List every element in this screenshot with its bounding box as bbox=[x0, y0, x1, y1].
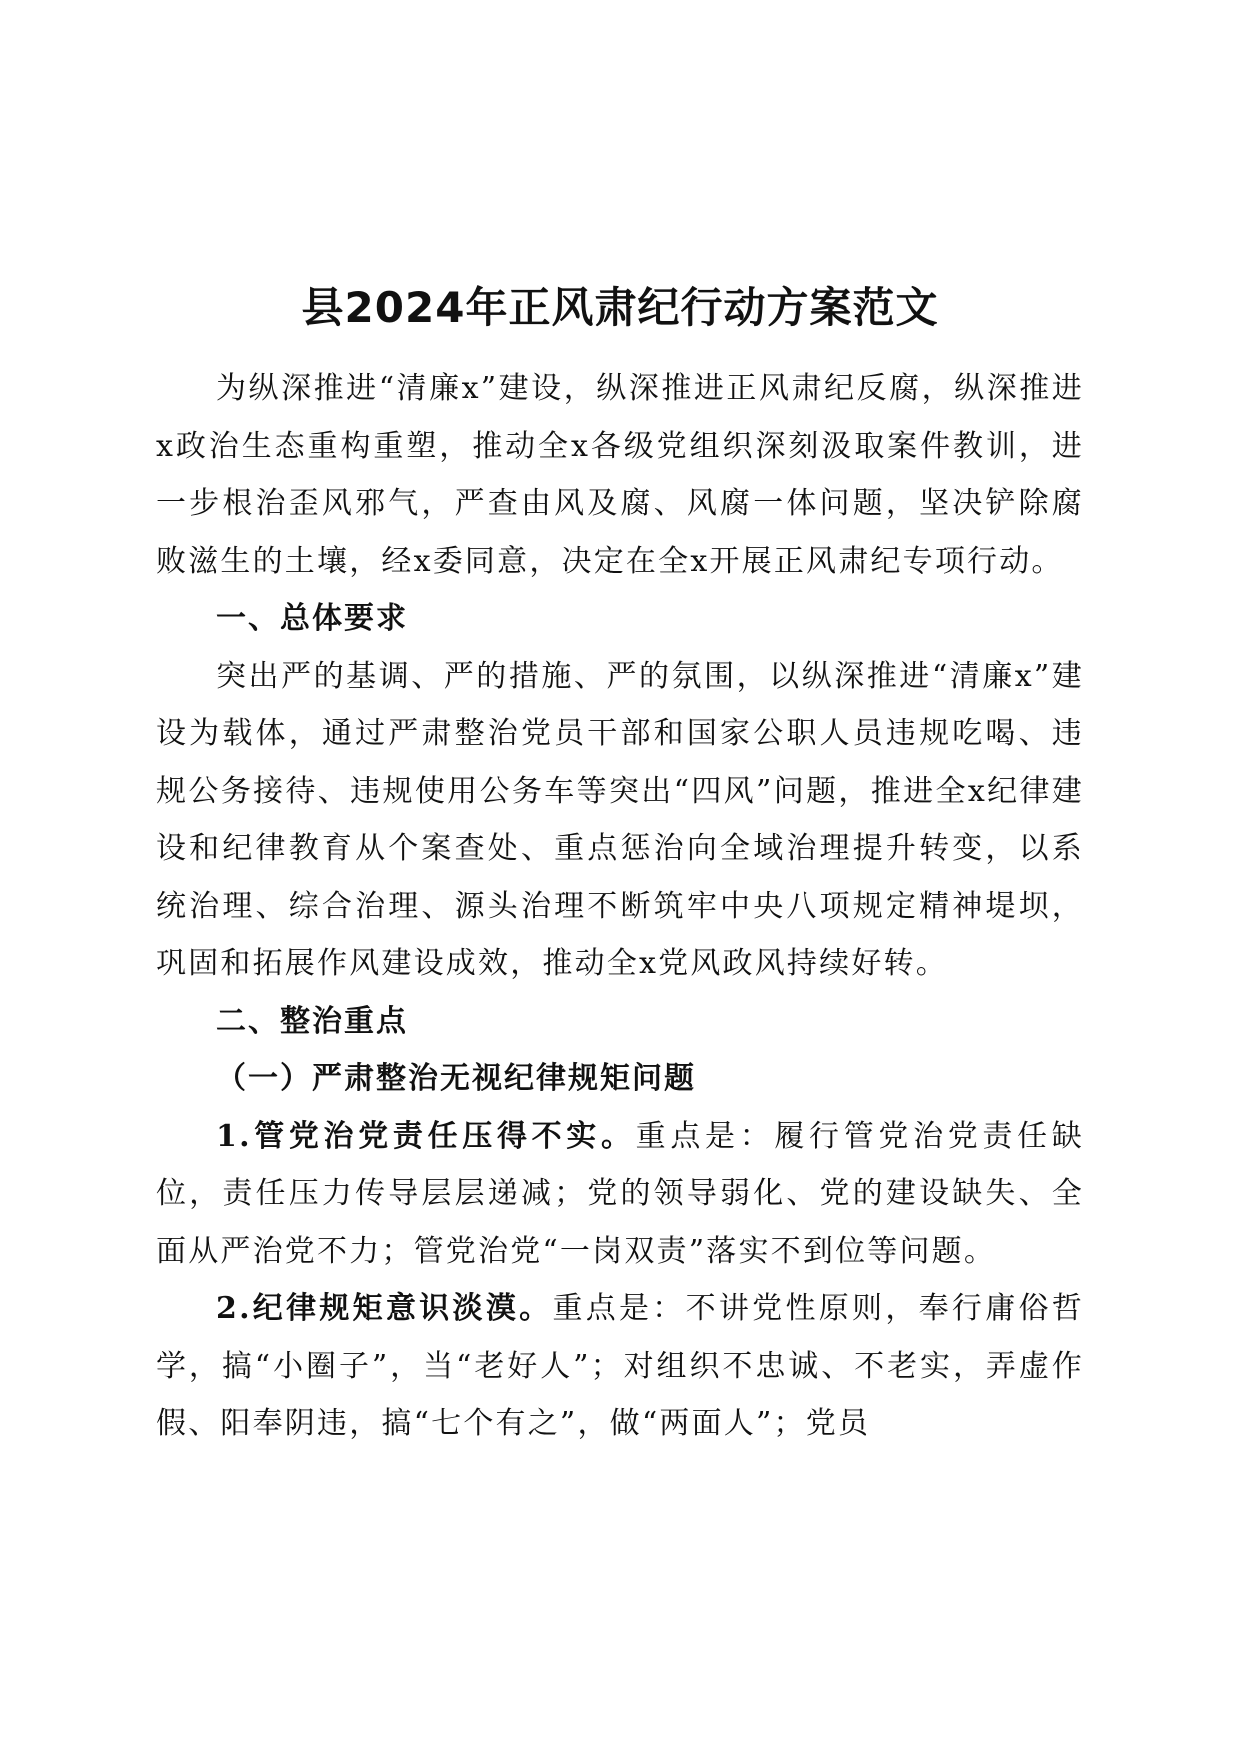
overall-requirements-paragraph: 突出严的基调、严的措施、严的氛围，以纵深推进“清廉x”建设为载体，通过严肃整治党员干部和国家公职人员违规吃喝、违规公务接待、违规使用公务车等突出“四风”问题，推进全x纪律建设和纪律教育从个案查处、重点惩治向全域治理提升转变，以系统治理、综合治理、源头治理不断筑牢中央八项规定精神堤坝，巩固和拓展作风建设成效，推动全x党风政风持续好转。 bbox=[156, 658, 1084, 981]
subsection-heading-discipline: （一）严肃整治无视纪律规矩问题 bbox=[216, 1061, 696, 1096]
list-item bbox=[156, 1108, 1084, 1281]
document-body bbox=[156, 360, 1084, 1453]
item-text: 重点是：不讲党性原则，奉行庸俗哲学，搞“小圈子”，当“老好人”；对组织不忠诚、不老实，弄虚作假、阳奉阴违，搞“七个有之”，做“两面人”；党员 bbox=[156, 1291, 1084, 1441]
item-lead: 1.管党治党责任压得不实。 bbox=[216, 1118, 636, 1154]
document-title: 县2024年正风肃纪行动方案范文 bbox=[301, 283, 939, 332]
section-heading-overall-requirements: 一、总体要求 bbox=[216, 601, 408, 636]
item-text: 重点是：履行管党治党责任缺位，责任压力传导层层递减；党的领导弱化、党的建设缺失、全面从严治党不力；管党治党“一岗双责”落实不到位等问题。 bbox=[156, 1118, 1084, 1269]
section-heading-rectification-focus: 二、整治重点 bbox=[216, 1003, 408, 1039]
list-item bbox=[156, 1280, 1084, 1453]
item-lead: 2.纪律规矩意识淡漠。 bbox=[216, 1291, 553, 1326]
intro-paragraph: 为纵深推进“清廉x”建设，纵深推进正风肃纪反腐，纵深推进x政治生态重构重塑，推动全x各级党组织深刻汲取案件教训，进一步根治歪风邪气，严查由风及腐、风腐一体问题，坚决铲除腐败滋生的土壤，经x委同意，决定在全x开展正风肃纪专项行动。 bbox=[156, 371, 1084, 579]
